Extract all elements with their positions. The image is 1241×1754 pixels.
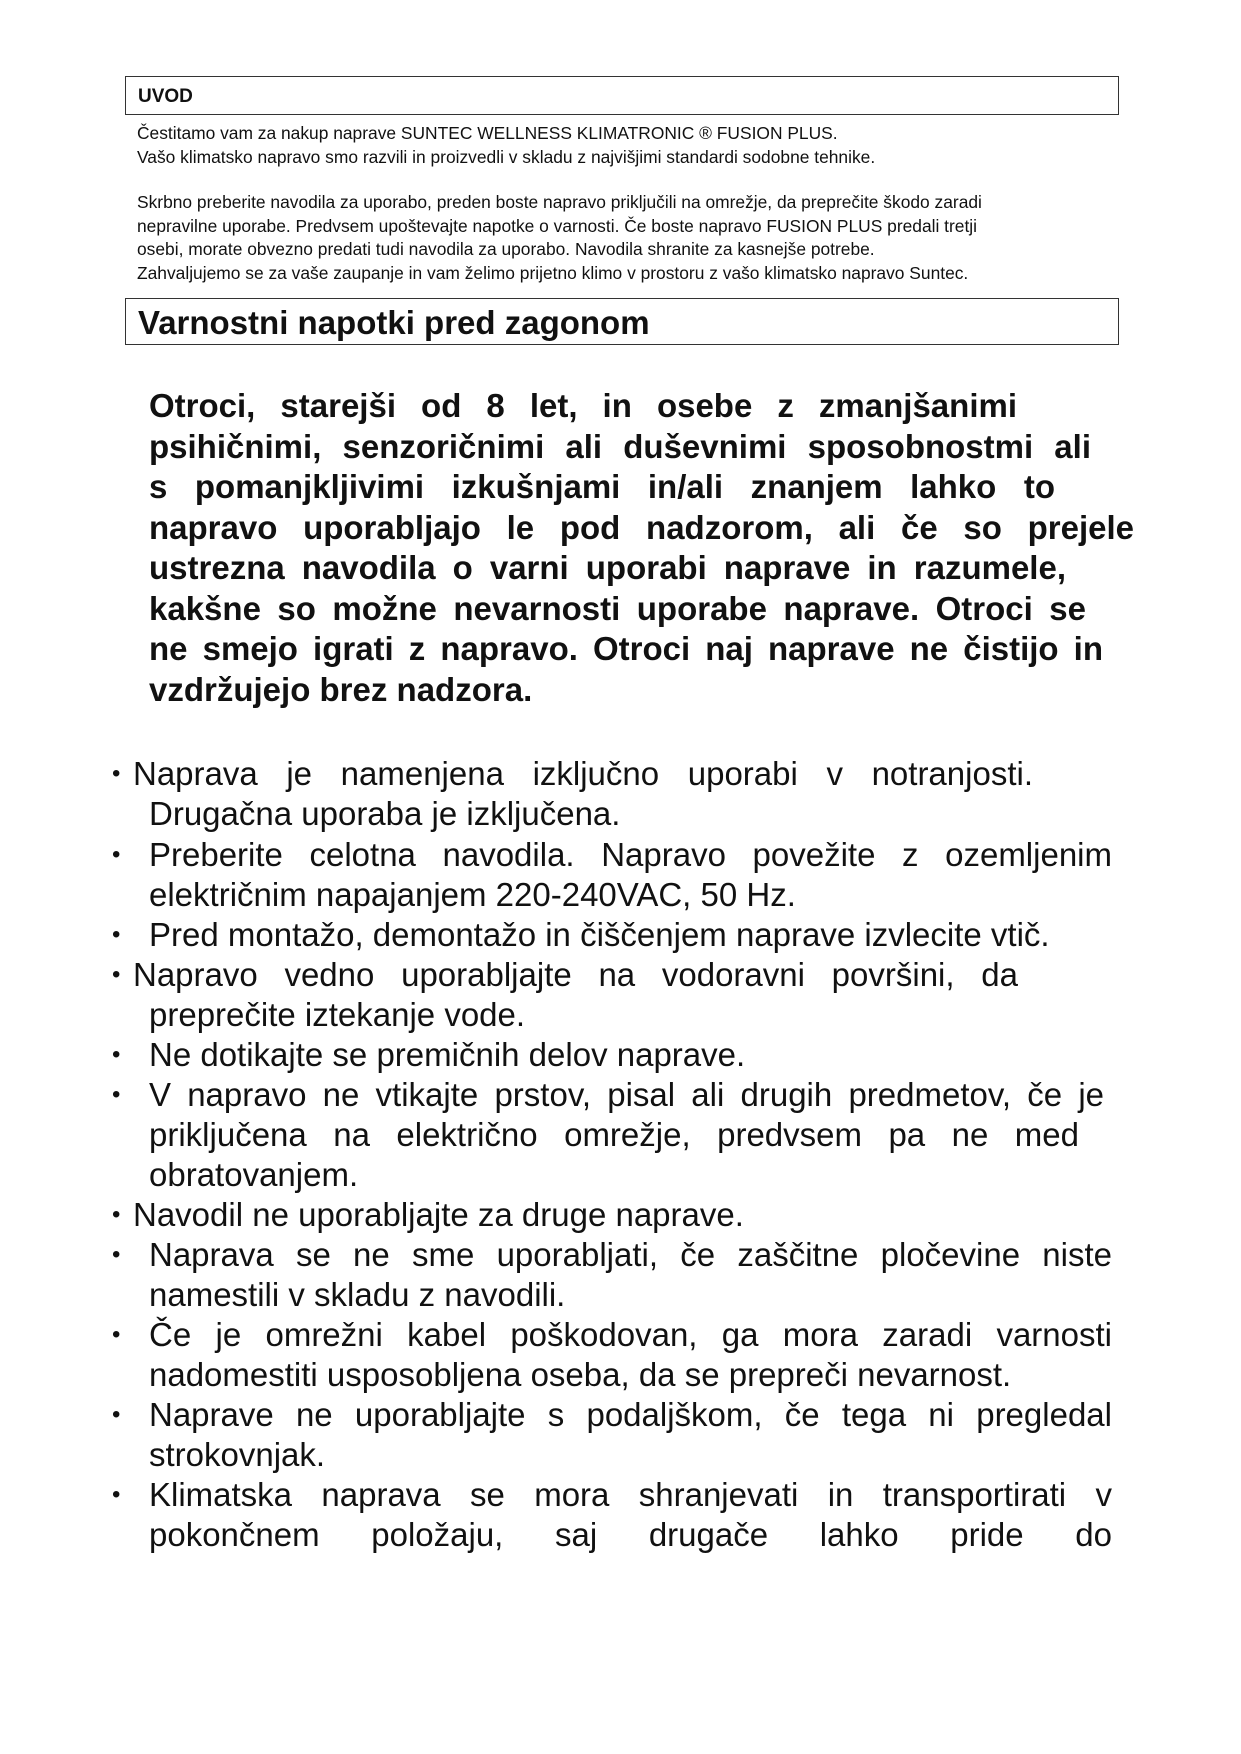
safety-heading-text: Varnostni napotki pred zagonom [138, 304, 650, 341]
intro-line: Čestitamo vam za nakup naprave SUNTEC WELLNESS KLIMATRONIC ® FUSION PLUS. [137, 123, 838, 143]
bullet-icon: • [112, 1041, 121, 1068]
list-item-line: Naprava je namenjena izključno uporabi v notranjosti. [133, 755, 1033, 792]
children-warning [149, 386, 1137, 710]
intro-paragraph-2 [137, 191, 1127, 285]
bullet-icon: • [112, 961, 121, 988]
intro-heading [125, 76, 1119, 115]
intro-line: osebi, morate obvezno predati tudi navodila za uporabo. Navodila shranite za kasnejše potrebe. [137, 239, 875, 259]
list-item-line: Klimatska naprava se mora shranjevati in transportirati v [149, 1476, 1112, 1513]
warning-line: vzdržujejo brez nadzora. [149, 670, 533, 708]
warning-line: s pomanjkljivimi izkušnjami in/ali znanjem lahko to [149, 468, 1055, 505]
list-item-line: preprečite iztekanje vode. [149, 996, 526, 1033]
bullet-icon: • [112, 921, 121, 948]
list-item-line: namestili v skladu z navodili. [149, 1276, 566, 1313]
list-item-line: strokovnjak. [149, 1436, 326, 1473]
list-item-line: Pred montažo, demontažo in čiščenjem naprave izvlecite vtič. [149, 916, 1050, 953]
intro-line: Skrbno preberite navodila za uporabo, preden boste napravo priključili na omrežje, da preprečite škodo zaradi [137, 192, 982, 212]
bullet-icon: • [112, 1081, 121, 1108]
warning-line: psihičnimi, senzoričnimi ali duševnimi sposobnostmi ali [149, 427, 1091, 465]
warning-line: napravo uporabljajo le pod nadzorom, ali če so prejele [149, 508, 1134, 546]
intro-line: Zahvaljujemo se za vaše zaupanje in vam želimo prijetno klimo v prostoru z vašo klimatsko napravo Suntec. [137, 262, 969, 283]
intro-line: Vašo klimatsko napravo smo razvili in proizvedli v skladu z najvišjimi standardi sodobne tehnike. [137, 146, 876, 167]
warning-line: Otroci, starejši od 8 let, in osebe z zmanjšanimi [149, 387, 1017, 424]
list-item-line: Drugačna uporaba je izključena. [149, 795, 621, 832]
list-item-line: V napravo ne vtikajte prstov, pisal ali drugih predmetov, če je [149, 1076, 1104, 1113]
bullet-icon: • [112, 1241, 121, 1268]
bullet-icon: • [112, 1201, 121, 1228]
list-item-line: nadomestiti usposobljena oseba, da se prepreči nevarnost. [149, 1356, 1012, 1393]
list-item-line: Če je omrežni kabel poškodovan, ga mora zaradi varnosti [149, 1316, 1112, 1353]
bullet-icon: • [112, 1481, 121, 1508]
list-item-line: obratovanjem. [149, 1156, 359, 1193]
list-item-line: Navodil ne uporabljajte za druge naprave. [133, 1196, 744, 1233]
intro-paragraph-1 [137, 122, 1127, 169]
list-item-line: Preberite celotna navodila. Napravo povežite z ozemljenim [149, 836, 1112, 873]
bullet-icon: • [112, 1401, 121, 1428]
warning-line: ne smejo igrati z napravo. Otroci naj naprave ne čistijo in [149, 630, 1103, 667]
warning-line: kakšne so možne nevarnosti uporabe naprave. Otroci se [149, 589, 1086, 627]
bullet-icon: • [112, 760, 121, 787]
list-item-line: Ne dotikajte se premičnih delov naprave. [149, 1036, 746, 1073]
list-item-line: električnim napajanjem 220-240VAC, 50 Hz. [149, 876, 796, 913]
warning-line: ustrezna navodila o varni uporabi naprave in razumele, [149, 549, 1066, 586]
bullet-icon: • [112, 841, 121, 868]
safety-heading [125, 298, 1119, 345]
intro-heading-text: UVOD [138, 86, 193, 107]
list-item-line: pokončnem položaju, saj drugače lahko pride do [149, 1516, 1112, 1553]
bullet-icon: • [112, 1321, 121, 1348]
list-item-line: priključena na električno omrežje, predvsem pa ne med [149, 1116, 1079, 1153]
intro-line: nepravilne uporabe. Predvsem upoštevajte napotke o varnosti. Če boste napravo FUSION PLUS predali tretji [137, 215, 978, 236]
list-item-line: Naprava se ne sme uporabljati, če zaščitne pločevine niste [149, 1236, 1112, 1273]
list-item-line: Naprave ne uporabljajte s podaljškom, če tega ni pregledal [149, 1396, 1112, 1433]
list-item-line: Napravo vedno uporabljajte na vodoravni površini, da [133, 956, 1018, 993]
